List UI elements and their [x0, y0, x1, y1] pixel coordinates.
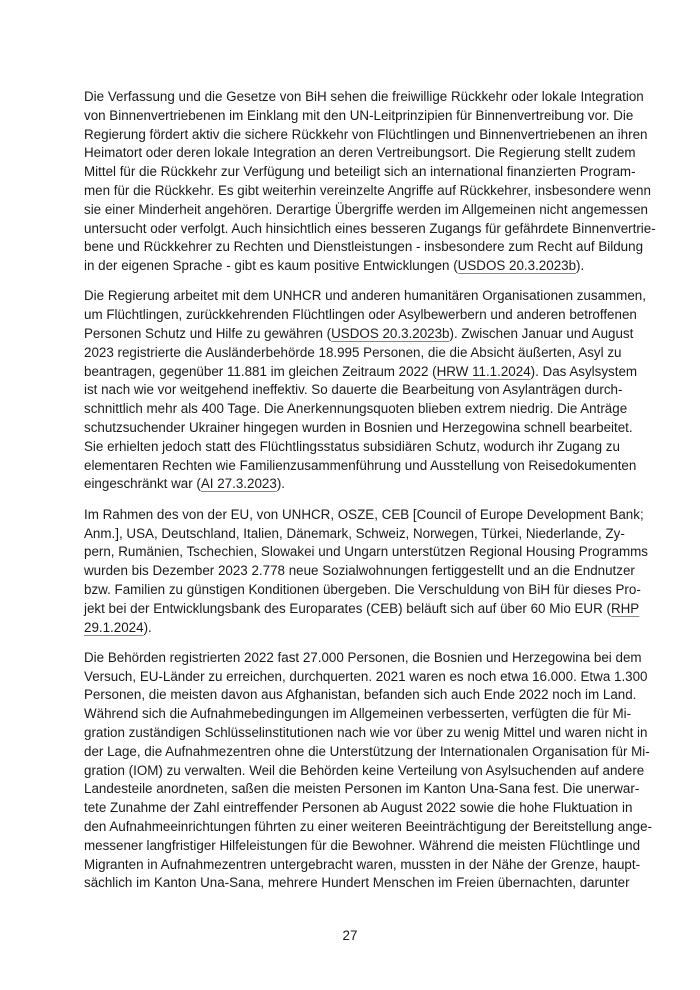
text-line [84, 344, 622, 363]
text-segment: schnittlich mehr als 400 Tage. Die Anerkennungsquoten blieben extrem niedrig. Die Anträge [84, 401, 628, 417]
text-line [84, 525, 625, 544]
text-line [84, 306, 637, 325]
text-segment: ). [143, 619, 152, 635]
text-segment: untersucht oder verfolgt. Auch hinsichtlich eines besseren Zugangs für gefährdete Binnenvertrie- [84, 220, 656, 236]
text-segment: pern, Rumänien, Tschechien, Slowakei und Ungarn unterstützen Regional Housing Programms [84, 544, 648, 560]
paragraph [84, 88, 656, 276]
text-line [84, 724, 648, 743]
text-line [84, 457, 637, 476]
paragraph [84, 287, 646, 494]
text-line [84, 400, 628, 419]
text-segment: Die Verfassung und die Gesetze von BiH sehen die freiwillige Rückkehr oder lokale Integration [84, 89, 644, 104]
text-line [84, 581, 641, 600]
document-body [84, 88, 656, 905]
text-line [84, 649, 642, 668]
text-line [84, 381, 623, 400]
text-line [84, 762, 645, 781]
text-segment: Die Behörden registrierten 2022 fast 27.000 Personen, die Bosnien und Herzegowina bei dem [84, 649, 642, 665]
citation-link[interactable]: HRW 11.1.2024 [436, 363, 531, 379]
text-segment: den Aufnahmeeinrichtungen führten zu einer weiteren Beeinträchtigung der Bereitstellung ange- [84, 818, 652, 834]
text-line [84, 163, 636, 182]
text-segment: Landesteile anordneten, saßen die meisten Personen im Kanton Una-Sana fest. Die unerwar- [84, 781, 640, 797]
text-line [84, 799, 633, 818]
text-segment: in der eigenen Sprache - gibt es kaum positive Entwicklungen ( [84, 258, 458, 274]
text-segment: ). Das Asylsystem [530, 363, 638, 379]
text-line [84, 818, 652, 837]
text-line [84, 363, 638, 382]
text-segment: Mittel für die Rückkehr zur Verfügung und beteiligt sich an international finanzierten Program- [84, 164, 636, 180]
citation-link[interactable]: USDOS 20.3.2023b [331, 326, 450, 342]
text-line [84, 325, 634, 344]
paragraph [84, 506, 648, 638]
citation-link[interactable]: USDOS 20.3.2023b [457, 258, 577, 274]
text-segment: Sie erhielten jedoch statt des Flüchtlingsstatus subsidiären Schutz, wodurch ihr Zugang zu [84, 438, 620, 454]
text-segment: von Binnenvertriebenen im Einklang mit den UN-Leitprinzipien für Binnenvertreibung vor. Die [84, 107, 634, 123]
text-segment: Im Rahmen des von der EU, von UNHCR, OSZE, CEB [Council of Europe Development Bank; [84, 506, 644, 522]
citation-link[interactable]: RHP [610, 600, 640, 616]
text-segment: wurden bis Dezember 2023 2.778 neue Sozialwohnungen fertiggestellt und an die Endnutzer [84, 563, 635, 579]
text-segment: sie einer Minderheit angehören. Derartige Übergriffe werden im Allgemeinen nicht angemessen [84, 201, 648, 217]
text-line [84, 419, 633, 438]
text-segment: men für die Rückkehr. Es gibt weiterhin vereinzelte Angriffe auf Rückkehrer, insbesondere wenn [84, 182, 651, 198]
text-segment: Anm.], USA, Deutschland, Italien, Dänemark, Schweiz, Norwegen, Türkei, Niederlande, Zy- [84, 525, 625, 541]
text-segment: bene und Rückkehrer zu Rechten und Dienstleistungen - insbesondere zum Recht auf Bildung [84, 239, 644, 255]
text-segment: elementaren Rechten wie Familienzusammenführung und Ausstellung von Reisedokumenten [84, 457, 637, 473]
text-line [84, 856, 641, 875]
text-segment: um Flüchtlingen, zurückkehrenden Flüchtlingen oder Asylbewerbern und anderen betroffenen [84, 307, 637, 323]
text-line [84, 619, 616, 638]
text-segment: Versuch, EU-Länder zu erreichen, durchquerten. 2021 waren es noch etwa 16.000. Etwa 1.300 [84, 668, 648, 684]
text-segment: Die Regierung arbeitet mit dem UNHCR und anderen humanitären Organisationen zusammen, [84, 288, 646, 304]
text-segment: 2023 registrierte die Ausländerbehörde 18.995 Personen, die die Absicht äußerten, Asyl zu [84, 344, 622, 360]
text-line [84, 107, 634, 126]
text-line [84, 874, 630, 893]
text-segment: Regierung fördert aktiv die sichere Rückkehr von Flüchtlingen und Binnenvertriebenen an ihren [84, 126, 648, 142]
text-segment: messener langfristiger Hilfeleistungen für die Bewohner. Während die meisten Flüchtlinge und [84, 837, 641, 853]
text-segment: ). [576, 258, 585, 274]
text-segment: ). Zwischen Januar und August [449, 326, 634, 342]
text-line [84, 562, 635, 581]
text-line [84, 126, 648, 145]
citation-link[interactable]: AI 27.3.2023 [200, 476, 277, 492]
text-line [84, 780, 640, 799]
text-segment: beantragen, gegenüber 11.881 im gleichen Zeitraum 2022 ( [84, 363, 437, 379]
text-line [84, 837, 641, 856]
text-segment: sächlich im Kanton Una-Sana, mehrere Hundert Menschen im Freien übernachten, darunter [84, 875, 630, 891]
citation-link[interactable]: 29.1.2024 [84, 619, 144, 635]
text-segment: gration zuständigen Schlüsselinstitutionen nach wie vor über zu wenig Mittel und waren nicht in [84, 725, 648, 740]
text-line [84, 475, 616, 494]
text-line [84, 88, 644, 107]
text-line [84, 238, 644, 257]
text-line [84, 686, 637, 705]
text-line [84, 220, 656, 239]
page-number: 27 [342, 928, 358, 943]
paragraph [84, 649, 652, 893]
text-segment: tete Zunahme der Zahl eintreffender Personen ab August 2022 sowie die hohe Fluktuation in [84, 800, 633, 816]
text-segment: ). [276, 476, 285, 492]
text-line [84, 182, 651, 201]
text-segment: Personen, die meisten davon aus Afghanistan, befanden sich auch Ende 2022 noch im Land. [84, 687, 637, 703]
text-segment: Personen Schutz und Hilfe zu gewähren ( [84, 326, 332, 342]
text-segment: gration (IOM) zu verwalten. Weil die Behörden keine Verteilung von Asylsuchenden auf andere [84, 762, 645, 778]
text-segment: Während sich die Aufnahmebedingungen im Allgemeinen verbesserten, verfügten die für Mi- [84, 706, 632, 722]
text-line [84, 287, 646, 306]
text-segment: Heimatort oder deren lokale Integration an deren Vertreibungsort. Die Regierung stellt zudem [84, 145, 636, 161]
text-line [84, 506, 644, 525]
text-line [84, 668, 648, 687]
text-segment: schutzsuchender Ukrainer hingegen wurden in Bosnien und Herzegowina schnell bearbeitet. [84, 420, 633, 436]
text-segment: jekt bei der Entwicklungsbank des Europarates (CEB) beläuft sich auf über 60 Mio EUR ( [84, 600, 611, 616]
text-line [84, 543, 648, 562]
text-line [84, 144, 636, 163]
text-segment: eingeschränkt war ( [84, 476, 201, 492]
text-line [84, 743, 650, 762]
text-line [84, 201, 648, 220]
text-segment: der Lage, die Aufnahmezentren ohne die Unterstützung der Internationalen Organisation für Mi- [84, 743, 650, 759]
text-line [84, 705, 632, 724]
text-segment: bzw. Familien zu günstigen Konditionen übergeben. Die Verschuldung von BiH für dieses Pro- [84, 581, 641, 597]
text-line [84, 438, 620, 457]
text-line [84, 600, 640, 619]
text-segment: Migranten in Aufnahmezentren untergebracht waren, mussten in der Nähe der Grenze, haupt- [84, 856, 641, 872]
text-line [84, 257, 616, 276]
text-segment: ist nach wie vor weitgehend ineffektiv. So dauerte die Bearbeitung von Asylanträgen durch- [84, 382, 623, 398]
